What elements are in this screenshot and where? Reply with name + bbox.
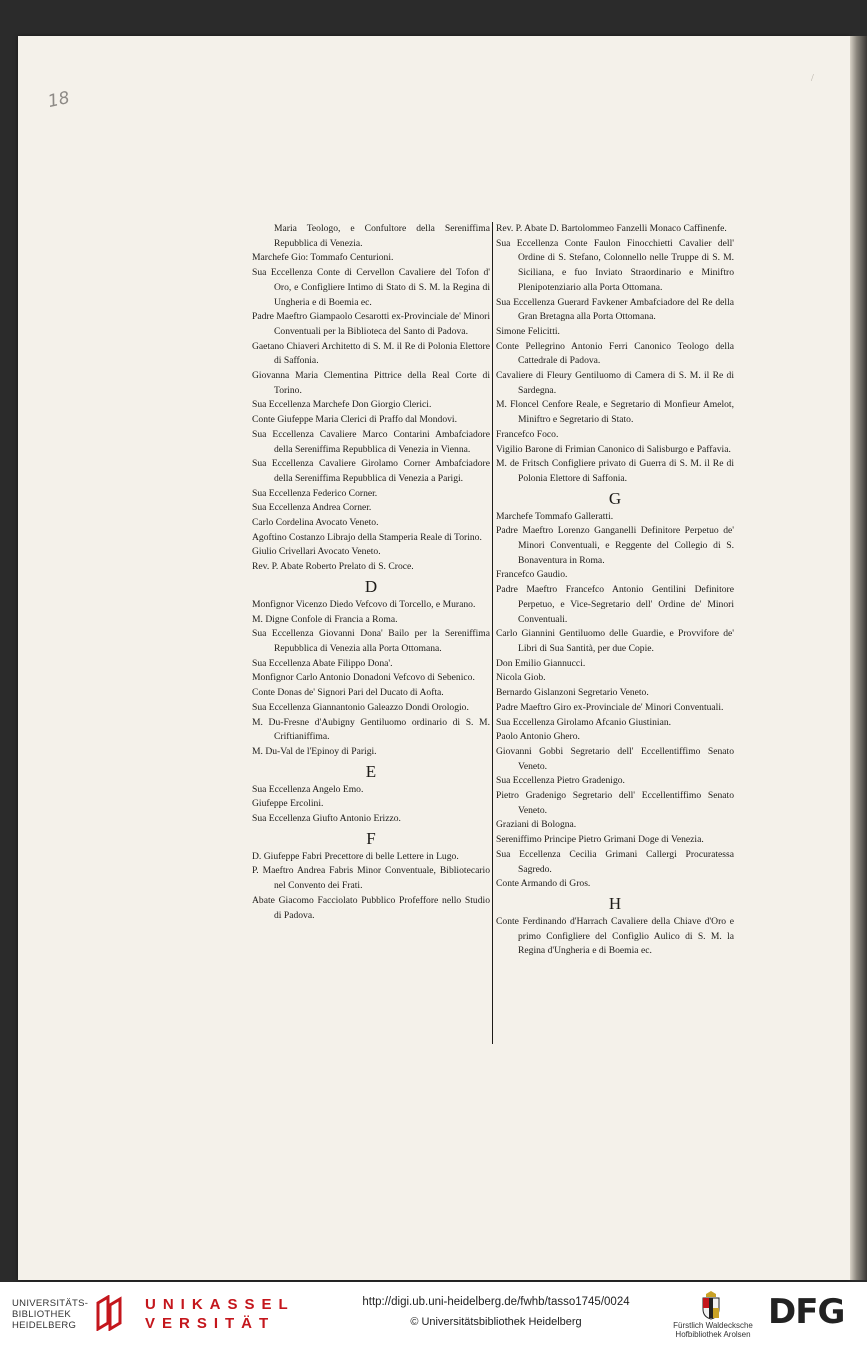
subscriber-entry: Sua Eccellenza Andrea Corner. xyxy=(252,502,372,514)
subscriber-entry: Sua Eccellenza Girolamo Afcanio Giustinian. xyxy=(496,716,672,728)
subscriber-entry: Sua Eccellenza Guerard Favkener Ambafciadore del Re della Gran Bretagna alla Porta Ottomana. xyxy=(496,296,734,323)
subscriber-entry: Gaetano Chiaveri Architetto di S. M. il Re di Polonia Elettore di Saffonia. xyxy=(252,340,490,367)
margin-mark: / xyxy=(811,73,814,84)
subscriber-entry: M. Du-Val de l'Epinoy di Parigi. xyxy=(252,745,377,757)
subscriber-entry: Monfignor Vicenzo Diedo Vefcovo di Torcello, e Murano. xyxy=(252,598,476,610)
subscriber-entry: Conte Pellegrino Antonio Ferri Canonico Teologo della Cattedrale di Padova. xyxy=(496,340,734,367)
column-divider xyxy=(492,222,493,1044)
subscriber-entry: Padre Maeftro Francefco Antonio Gentilini Definitore Perpetuo, e Vice-Segretario dell' Ordine de' Minori Conventuali. xyxy=(496,584,734,625)
subscriber-entry: M. de Fritsch Configliere privato di Guerra di S. M. il Re di Polonia Elettore di Saffonia. xyxy=(496,458,734,484)
heidelberg-emblem-icon xyxy=(94,1295,124,1331)
subscriber-entry: Padre Maeftro Giampaolo Cesarotti ex-Provinciale de' Minori Conventuali per la Biblioteca del Santo di Padova. xyxy=(252,311,490,337)
subscriber-entry: Sua Eccellenza Giovanni Dona' Bailo per la Sereniffima Repubblica di Venezia alla Porta Ottomana. xyxy=(252,628,490,654)
uni-kassel-logo[interactable] xyxy=(145,1295,295,1333)
right-column xyxy=(496,222,734,959)
document-page xyxy=(18,36,850,1280)
subscriber-entry: Sua Eccellenza Cavaliere Girolamo Corner Ambafciadore della Sereniffima Repubblica di Venezia a Parigi. xyxy=(252,458,490,484)
subscriber-entry: Conte Giufeppe Maria Clerici di Praffo dal Mondovi. xyxy=(252,414,457,426)
subscriber-entry: Don Emilio Giannucci. xyxy=(496,657,586,669)
subscriber-entry: Marchefe Gio: Tommafo Centurioni. xyxy=(252,252,394,264)
subscriber-entry: Francefco Gaudio. xyxy=(496,569,568,581)
subscriber-entry: M. Du-Fresne d'Aubigny Gentiluomo ordinario di S. M. Criftianiffima. xyxy=(252,716,490,743)
subscriber-entry: Sua Eccellenza Pietro Gradenigo. xyxy=(496,775,625,787)
subscriber-entry: Carlo Giannini Gentiluomo delle Guardie, e Provvifore de' Libri di Sua Santità, per due Copie. xyxy=(496,628,734,654)
footer-bar xyxy=(0,1282,867,1347)
subscriber-entry: Sua Eccellenza Marchefe Don Giorgio Clerici. xyxy=(252,399,432,411)
subscriber-entry: Vigilio Barone di Frimian Canonico di Salisburgo e Paffavia. xyxy=(496,443,731,455)
subscriber-entry: Sua Eccellenza Giufto Antonio Erizzo. xyxy=(252,813,401,825)
dfg-logo[interactable]: DFG xyxy=(768,1292,845,1332)
subscriber-entry: Conte Ferdinando d'Harrach Cavaliere della Chiave d'Oro e primo Configliere del Configlio Aulico di S. M. la Regina d'Ungheria e di Boemia ec. xyxy=(496,915,734,957)
subscriber-entry: Carlo Cordelina Avocato Veneto. xyxy=(252,517,379,529)
subscriber-entry: Francefco Foco. xyxy=(496,428,559,440)
subscriber-entry: Marchefe Tommafo Galleratti. xyxy=(496,510,614,522)
subscriber-entry: Sua Eccellenza Conte di Cervellon Cavaliere del Tofon d' Oro, e Configliere Intimo di Stato di S. M. la Regina di Ungheria e di Boemia ec. xyxy=(252,267,490,308)
subscriber-entry: Sua Eccellenza Abate Filippo Dona'. xyxy=(252,657,393,669)
subscriber-entry: Sua Eccellenza Angelo Emo. xyxy=(252,783,364,795)
subscriber-entry: Sua Eccellenza Federico Corner. xyxy=(252,487,378,499)
subscriber-entry: Graziani di Bologna. xyxy=(496,819,577,831)
subscriber-entry: Agoftino Costanzo Librajo della Stamperia Reale di Torino. xyxy=(252,531,482,543)
subscriber-entry: Giulio Crivellari Avocato Veneto. xyxy=(252,546,381,558)
subscriber-entry: Abate Giacomo Facciolato Pubblico Profeffore nello Studio di Padova. xyxy=(252,894,490,921)
section-letter: F xyxy=(366,828,376,848)
copyright-notice: © Universitätsbibliothek Heidelberg xyxy=(410,1316,582,1328)
subscriber-entry: Giovanna Maria Clementina Pittrice della Real Corte di Torino. xyxy=(252,370,490,396)
uni-heidelberg-logo-text[interactable] xyxy=(12,1298,88,1331)
kassel-line-1: UNIKASSEL xyxy=(145,1296,295,1313)
subscriber-entry: Bernardo Gislanzoni Segretario Veneto. xyxy=(496,687,649,699)
subscriber-entry: Padre Maeftro Giro ex-Provinciale de' Minori Conventuali. xyxy=(496,701,724,713)
subscriber-entry: D. Giufeppe Fabri Precettore di belle Lettere in Lugo. xyxy=(252,850,459,862)
subscriber-entry: Monfignor Carlo Antonio Donadoni Vefcovo di Sebenico. xyxy=(252,672,475,684)
subscriber-entry: Sua Eccellenza Cavaliere Marco Contarini Ambafciadore della Sereniffima Repubblica di Venezia in Vienna. xyxy=(252,428,490,455)
subscriber-entry: Conte Armando di Gros. xyxy=(496,878,591,890)
kassel-line-2: VERSITÄT xyxy=(145,1315,276,1332)
subscriber-entry: Simone Felicitti. xyxy=(496,325,560,337)
subscriber-entry: Paolo Antonio Ghero. xyxy=(496,731,580,743)
logo-line: BIBLIOTHEK xyxy=(12,1309,71,1320)
subscriber-entry: Rev. P. Abate Roberto Prelato di S. Croce. xyxy=(252,561,414,573)
waldeck-crest-icon xyxy=(700,1290,722,1320)
subscriber-entry: Pietro Gradenigo Segretario dell' Eccellentiffimo Senato Veneto. xyxy=(496,790,734,816)
section-letter: D xyxy=(364,576,378,596)
section-letter: H xyxy=(608,893,622,913)
arolsen-line: Fürstlich Waldecksche xyxy=(673,1321,753,1330)
subscriber-entry: Rev. P. Abate D. Bartolommeo Fanzelli Monaco Caffinenfe. xyxy=(496,223,727,234)
arolsen-library-label xyxy=(668,1321,758,1339)
logo-line: UNIVERSITÄTS- xyxy=(12,1298,89,1309)
subscriber-entry-continued: Maria Teologo, e Confultore della Sereniffima Repubblica di Venezia. xyxy=(274,223,490,249)
subscriber-entry: P. Maeftro Andrea Fabris Minor Conventuale, Bibliotecario nel Convento dei Frati. xyxy=(252,865,490,892)
section-letter: E xyxy=(365,761,377,781)
subscriber-entry: Conte Donas de' Signori Pari del Ducato di Aofta. xyxy=(252,687,444,699)
pencil-page-number: 18 xyxy=(46,87,72,113)
subscriber-entry: Giovanni Gobbi Segretario dell' Eccellentiffimo Senato Veneto. xyxy=(496,745,734,772)
subscriber-entry: Sua Eccellenza Giannantonio Galeazzo Dondi Orologio. xyxy=(252,701,469,713)
section-letter: G xyxy=(608,488,622,508)
book-spine-shadow xyxy=(850,36,867,1280)
subscriber-entry: Nicola Giob. xyxy=(496,672,546,684)
arolsen-line: Hofbibliothek Arolsen xyxy=(675,1330,751,1339)
subscriber-entry: Sua Eccellenza Cecilia Grimani Callergi Procuratessa Sagredo. xyxy=(496,848,734,875)
subscriber-entry: Cavaliere di Fleury Gentiluomo di Camera di S. M. il Re di Sardegna. xyxy=(496,370,734,396)
subscriber-entry: Sereniffimo Principe Pietro Grimani Doge di Venezia. xyxy=(496,834,704,846)
subscriber-entry: M. Floncel Cenfore Reale, e Segretario di Monfieur Amelot, Miniftro e Segretario di Stato. xyxy=(496,399,734,426)
subscriber-entry: Padre Maeftro Lorenzo Ganganelli Definitore Perpetuo de' Minori Conventuali, e Reggente del Collegio di S. Bonaventura in Roma. xyxy=(496,525,734,566)
left-column xyxy=(252,222,490,923)
permalink-url[interactable]: http://digi.ub.uni-heidelberg.de/fwhb/tasso1745/0024 xyxy=(362,1296,630,1308)
subscriber-entry: Sua Eccellenza Conte Faulon Finocchietti Cavalier dell' Ordine di S. Stefano, Colonnello nelle Truppe di S. M. Siciliana, e fuo Inviato Straordinario e Miniftro Plenipotenziario alla Porta Ottomana. xyxy=(496,237,734,293)
subscriber-entry: Giufeppe Ercolini. xyxy=(252,798,324,810)
logo-line: HEIDELBERG xyxy=(12,1320,77,1331)
subscriber-entry: M. Digne Confole di Francia a Roma. xyxy=(252,613,398,625)
